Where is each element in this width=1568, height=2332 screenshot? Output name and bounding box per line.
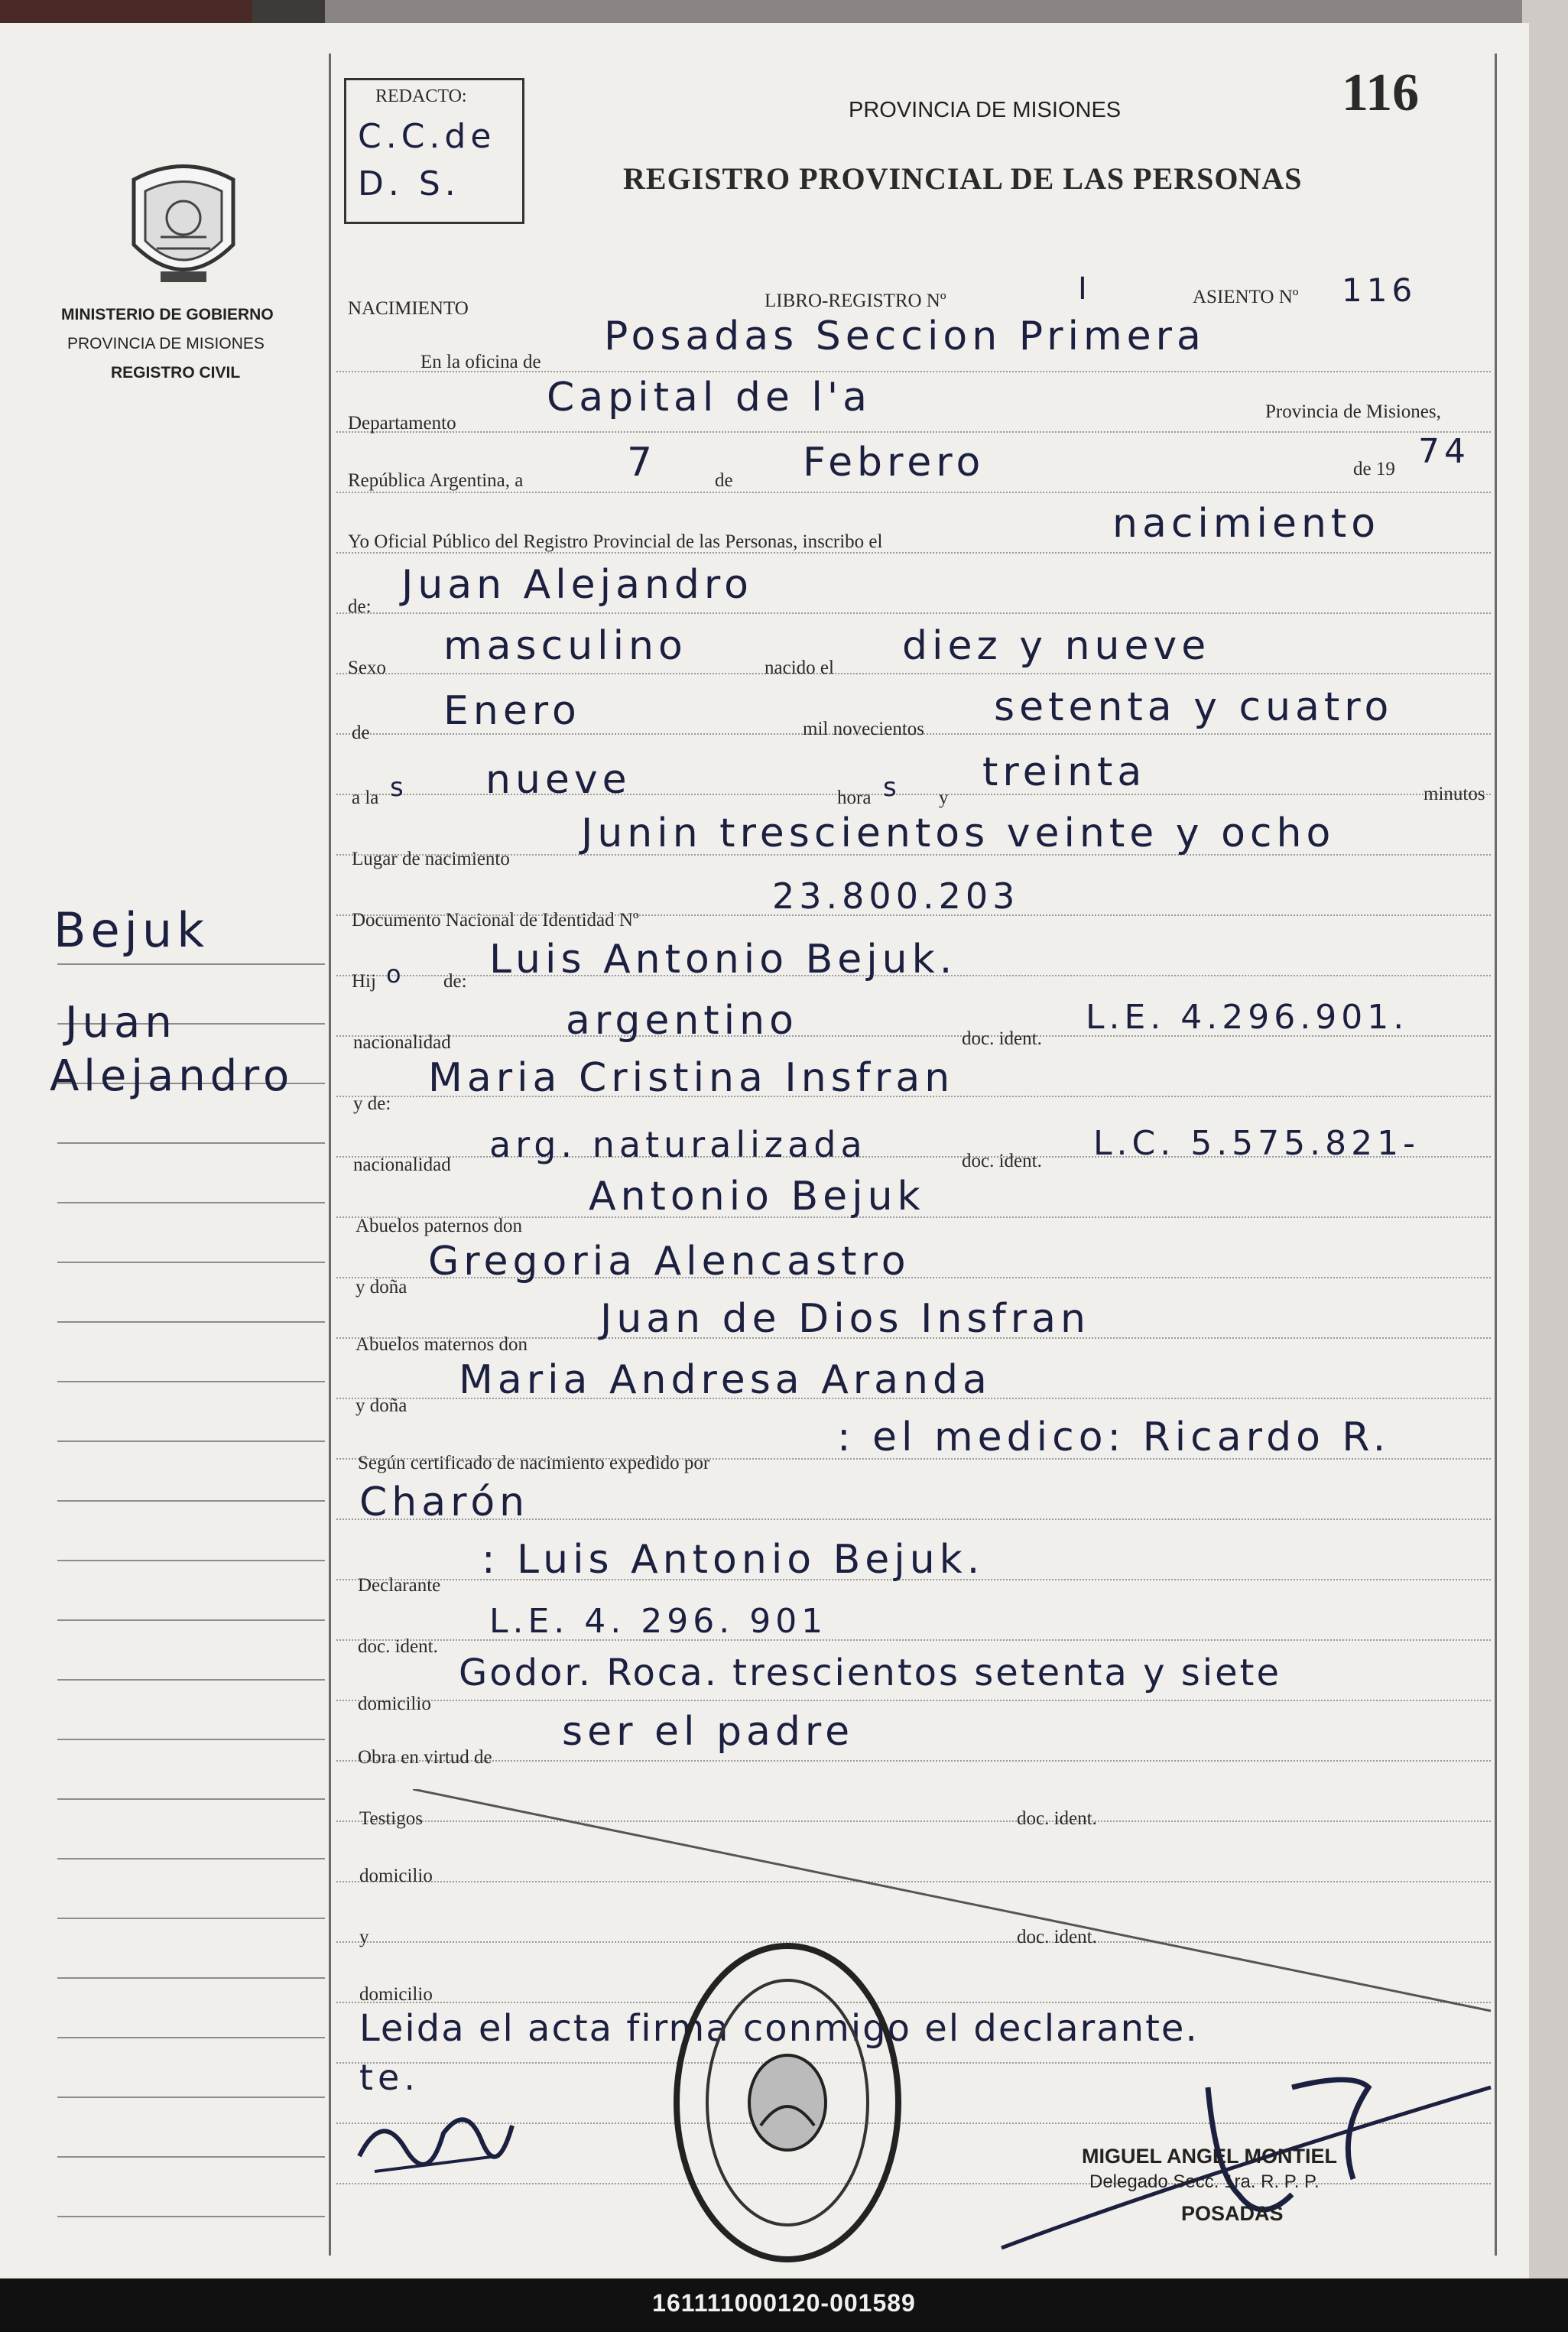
form-rule <box>336 492 1491 493</box>
sidebar-rule <box>57 2037 325 2038</box>
domicilio-testigo-1-label: domicilio <box>359 1866 433 1886</box>
asiento-value: 116 <box>1342 271 1417 309</box>
libro-label: LIBRO-REGISTRO Nº <box>765 291 946 311</box>
mes-nac-value: Enero <box>443 688 581 734</box>
sidebar-rule <box>57 2216 325 2217</box>
margin-name-2: Alejandro <box>50 1051 294 1101</box>
sidebar-rule <box>57 1321 325 1323</box>
hora-value: nueve <box>485 757 631 803</box>
mes-value: Febrero <box>803 440 985 486</box>
nombre-value: Juan Alejandro <box>401 562 753 608</box>
sidebar-rule <box>57 1560 325 1561</box>
certificado-value-2: Charón <box>359 1479 530 1525</box>
yo-oficial-label: Yo Oficial Público del Registro Provincial de las Personas, inscribo el <box>348 531 883 552</box>
sidebar-rule <box>57 2097 325 2098</box>
sidebar-rule <box>57 963 325 965</box>
dni-label: Documento Nacional de Identidad Nº <box>352 910 639 931</box>
margin-surname: Bejuk <box>54 902 209 958</box>
anio-nac-value: setenta y cuatro <box>994 684 1394 730</box>
leida-value: Leida el acta firma conmigo el declarante. <box>359 2007 1199 2050</box>
hijo-o-value: o <box>386 960 406 989</box>
nacionalidad-madre-value: arg. naturalizada <box>489 1124 867 1165</box>
hijo-label: Hij <box>352 971 376 992</box>
sidebar-rule <box>57 1619 325 1621</box>
page-edge <box>1522 0 1568 2294</box>
form-rule <box>336 431 1491 433</box>
page-title: REGISTRO PROVINCIAL DE LAS PERSONAS <box>623 161 1303 196</box>
declarante-label: Declarante <box>358 1575 441 1596</box>
lugar-value: Junin trescientos veinte y ocho <box>581 810 1336 856</box>
nacionalidad-madre-label: nacionalidad <box>353 1155 451 1175</box>
column-divider <box>329 54 331 2256</box>
stamp-name: MIGUEL ANGEL MONTIEL <box>1082 2145 1338 2168</box>
y-label: y <box>939 788 949 808</box>
hora-s-value: s <box>883 772 901 803</box>
departamento-label: Departamento <box>348 413 456 434</box>
declarante-value: : Luis Antonio Bejuk. <box>482 1537 985 1583</box>
sidebar-rule <box>57 1977 325 1979</box>
republica-label: República Argentina, a <box>348 470 524 491</box>
a-la-label: a la <box>352 788 379 808</box>
hora-label: hora <box>837 788 872 808</box>
page-number: 116 <box>1342 63 1420 122</box>
redacto-value-2: D. S. <box>358 164 460 203</box>
segun-label: Según certificado de nacimiento expedido por <box>358 1453 710 1473</box>
sexo-label: Sexo <box>348 658 386 678</box>
ministry-label: MINISTERIO DE GOBIERNO <box>61 306 274 323</box>
libro-value: I <box>1078 271 1092 307</box>
signature-left <box>352 2087 520 2187</box>
stamp-city: POSADAS <box>1181 2202 1284 2225</box>
nacimiento-label: NACIMIENTO <box>348 298 469 319</box>
abuelo-paterno-value: Antonio Bejuk <box>589 1174 925 1220</box>
y-de-label: y de: <box>353 1093 391 1114</box>
obra-label: Obra en virtud de <box>358 1747 492 1768</box>
de-nombre-label: de: <box>348 596 372 617</box>
domicilio-label: domicilio <box>358 1694 431 1714</box>
sidebar-rule <box>57 1500 325 1502</box>
stamp-role: Delegado Secc. 1ra. R. P. P. <box>1089 2171 1320 2192</box>
redacto-value-1: C.C.de <box>358 117 496 156</box>
lugar-label: Lugar de nacimiento <box>352 849 510 869</box>
sidebar-rule <box>57 1918 325 1919</box>
nacionalidad-padre-value: argentino <box>566 998 798 1044</box>
sidebar-rule <box>57 2156 325 2158</box>
dia-value: 7 <box>627 440 657 486</box>
province-label: PROVINCIA DE MISIONES <box>67 335 265 352</box>
sidebar-rule <box>57 1739 325 1740</box>
binder-strip-left <box>0 0 252 26</box>
mil-label: mil novecientos <box>803 719 924 739</box>
form-rule <box>336 673 1491 674</box>
doc-madre-value: L.C. 5.575.821- <box>1093 1124 1420 1163</box>
obra-value: ser el padre <box>562 1709 855 1755</box>
nacido-value: diez y nueve <box>902 623 1211 669</box>
minutos-label: minutos <box>1424 784 1485 804</box>
de-mes-label: de <box>352 723 370 743</box>
a-la-s-value: s <box>390 772 408 803</box>
strike-line <box>413 1789 1498 2019</box>
de-label: de <box>715 470 733 491</box>
inscribo-value: nacimiento <box>1112 501 1381 547</box>
document-id: 161111000120-001589 <box>652 2289 916 2317</box>
margin-name-1: Juan <box>65 998 177 1047</box>
nacido-label: nacido el <box>765 658 834 678</box>
abuela-paterna-value: Gregoria Alencastro <box>428 1239 911 1285</box>
domicilio-testigo-2-label: domicilio <box>359 1984 433 2005</box>
sidebar-rule <box>57 1142 325 1144</box>
minutos-value: treinta <box>982 749 1147 795</box>
madre-value: Maria Cristina Insfran <box>428 1055 955 1101</box>
departamento-value: Capital de l'a <box>547 375 872 421</box>
abuelos-maternos-label: Abuelos maternos don <box>355 1334 528 1355</box>
coat-of-arms-emblem <box>126 157 241 291</box>
domicilio-value: Godor. Roca. trescientos setenta y siete <box>459 1652 1281 1694</box>
sidebar-rule <box>57 1440 325 1442</box>
sidebar-rule <box>57 1679 325 1681</box>
doc-decl-value: L.E. 4. 296. 901 <box>489 1602 828 1641</box>
padre-value: Luis Antonio Bejuk. <box>489 937 957 982</box>
form-rule <box>336 612 1491 614</box>
oficina-value: Posadas Seccion Primera <box>604 313 1206 359</box>
year-suffix-value: 74 <box>1418 432 1470 471</box>
official-seal <box>669 1934 906 2271</box>
testigos-label: Testigos <box>359 1808 423 1829</box>
y-dona-2-label: y doña <box>355 1395 407 1416</box>
dni-value: 23.800.203 <box>772 875 1020 917</box>
oficina-label: En la oficina de <box>420 352 541 372</box>
doc-padre-label: doc. ident. <box>962 1028 1042 1049</box>
form-rule <box>336 1700 1491 1701</box>
doc-decl-label: doc. ident. <box>358 1636 438 1657</box>
doc-testigo-1-label: doc. ident. <box>1017 1808 1097 1829</box>
sidebar-rule <box>57 1858 325 1859</box>
provincia-label: Provincia de Misiones, <box>1265 401 1441 422</box>
form-rule <box>336 1760 1491 1762</box>
doc-padre-value: L.E. 4.296.901. <box>1086 998 1409 1037</box>
doc-testigo-2-label: doc. ident. <box>1017 1927 1097 1947</box>
de-year-label: de 19 <box>1353 459 1395 479</box>
redacto-label: REDACTO: <box>375 86 467 106</box>
sexo-value: masculino <box>443 623 687 669</box>
province-heading: PROVINCIA DE MISIONES <box>849 98 1122 122</box>
leida-value-2: te. <box>359 2057 420 2098</box>
sidebar-rule <box>57 1381 325 1382</box>
abuelos-paternos-label: Abuelos paternos don <box>355 1216 523 1236</box>
document-page <box>0 23 1529 2278</box>
sidebar-rule <box>57 1262 325 1263</box>
y-testigo-label: y <box>359 1927 369 1947</box>
redacto-box <box>344 78 524 224</box>
sidebar-rule <box>57 1202 325 1203</box>
asiento-label: ASIENTO Nº <box>1193 287 1299 307</box>
y-dona-1-label: y doña <box>355 1277 407 1298</box>
abuelo-materno-value: Juan de Dios Insfran <box>600 1296 1090 1342</box>
abuela-materna-value: Maria Andresa Aranda <box>459 1357 992 1403</box>
nacionalidad-padre-label: nacionalidad <box>353 1032 451 1053</box>
hijo-de-label: de: <box>443 971 467 992</box>
doc-madre-label: doc. ident. <box>962 1151 1042 1171</box>
certificado-value: : el medico: Ricardo R. <box>837 1414 1391 1460</box>
registry-label: REGISTRO CIVIL <box>111 364 241 382</box>
sidebar-rule <box>57 1798 325 1800</box>
